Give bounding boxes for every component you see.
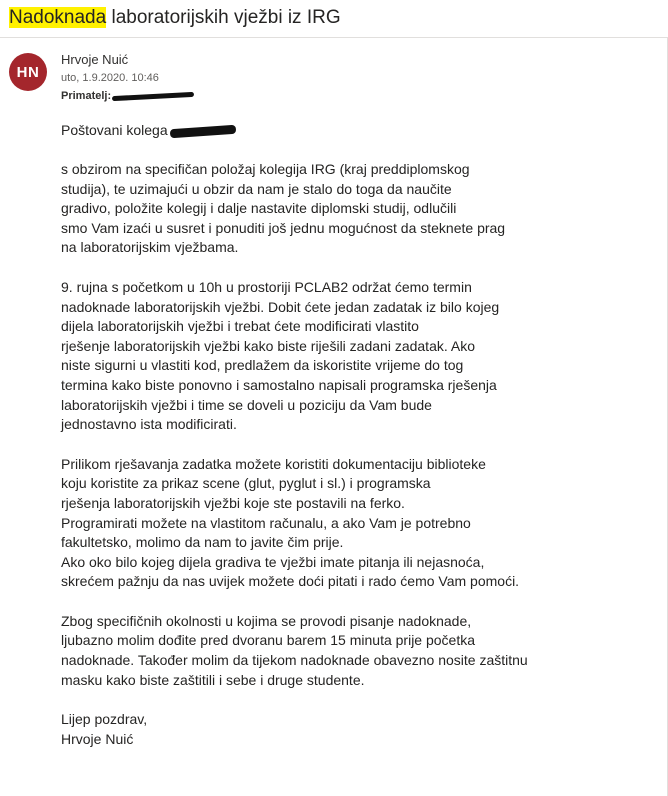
body-paragraph: [61, 612, 651, 690]
body-line: gradivo, položite kolegij i dalje nastavite diplomski studij, odlučili: [61, 200, 457, 217]
body-line: fakultetsko, molimo da nam to javite čim prije.: [61, 534, 344, 551]
body-line: rješenja laboratorijskih vježbi koje ste postavili na ferko.: [61, 494, 405, 511]
body-line: koju koristite za prikaz scene (glut, pyglut i sl.) i programska: [61, 475, 431, 492]
subject-text: laboratorijskih vježbi iz IRG: [106, 7, 341, 28]
sent-date: uto, 1.9.2020. 10:46: [61, 72, 159, 84]
body-line: Ako oko bilo kojeg dijela gradiva te vježbi imate pitanja ili nejasnoća,: [61, 553, 485, 570]
body-line: skrećem pažnju da nas uvijek možete doći pitati i rado ćemo Vam pomoći.: [61, 573, 520, 590]
body-line: jednostavno ista modificirati.: [61, 416, 237, 433]
body-line: Programirati možete na vlastitom računalu, a ako Vam je potrebno: [61, 514, 471, 531]
sender-name[interactable]: Hrvoje Nuić: [61, 52, 129, 67]
greeting: [61, 120, 236, 140]
body-paragraph: [61, 278, 651, 435]
body-line: laboratorijskih vježbi i time se doveli u poziciju da Vam bude: [61, 396, 432, 413]
body-line: 9. rujna s početkom u 10h u prostoriji PCLAB2 održat ćemo termin: [61, 278, 472, 295]
greeting-text: Poštovani kolega: [61, 122, 168, 138]
sender-avatar[interactable]: [9, 53, 47, 91]
body-line: Lijep pozdrav,: [61, 711, 148, 728]
email-body: [61, 160, 651, 769]
body-line: dijela laboratorijskih vježbi i trebat ćete modificirati vlastito: [61, 318, 419, 335]
avatar-initials: HN: [16, 63, 40, 81]
body-paragraph: [61, 160, 651, 258]
body-line: Hrvoje Nuić: [61, 730, 134, 747]
body-paragraph: [61, 710, 651, 749]
subject-highlight: Nadoknada: [9, 7, 107, 28]
body-line: rješenje laboratorijskih vježbi kako biste riješili zadani zadatak. Ako: [61, 337, 475, 354]
body-line: smo Vam izaći u susret i ponuditi još jednu mogućnost da steknete prag: [61, 219, 506, 236]
body-line: na laboratorijskim vježbama.: [61, 239, 239, 256]
body-line: nadoknade. Također molim da tijekom nadoknade obavezno nosite zaštitnu: [61, 652, 528, 669]
body-line: ljubazno molim dođite pred dvoranu barem 15 minuta prije početka: [61, 632, 476, 649]
body-line: termina kako biste ponovno i samostalno napisali programska rješenja: [61, 376, 497, 393]
recipients-label: Primatelj:: [61, 90, 112, 102]
body-line: s obzirom na specifičan položaj kolegija IRG (kraj preddiplomskog: [61, 161, 470, 177]
redacted-recipient: [112, 91, 194, 100]
email-subject: [9, 6, 341, 30]
subject-bar: [0, 0, 668, 38]
body-line: Zbog specifičnih okolnosti u kojima se provodi pisanje nadoknade,: [61, 612, 472, 629]
recipients: [61, 90, 194, 102]
body-paragraph: [61, 455, 651, 592]
body-line: Prilikom rješavanja zadatka možete koristiti dokumentaciju biblioteke: [61, 455, 486, 472]
redacted-name: [169, 125, 235, 139]
body-line: nadoknade laboratorijskih vježbi. Dobit ćete jedan zadatak iz bilo kojeg: [61, 298, 500, 315]
body-line: masku kako biste zaštitili i sebe i druge studente.: [61, 671, 365, 688]
body-line: studija), te uzimajući u obzir da nam je stalo do toga da naučite: [61, 180, 452, 197]
body-line: niste sigurni u vlastiti kod, predlažem da iskoristite vrijeme do tog: [61, 357, 464, 374]
